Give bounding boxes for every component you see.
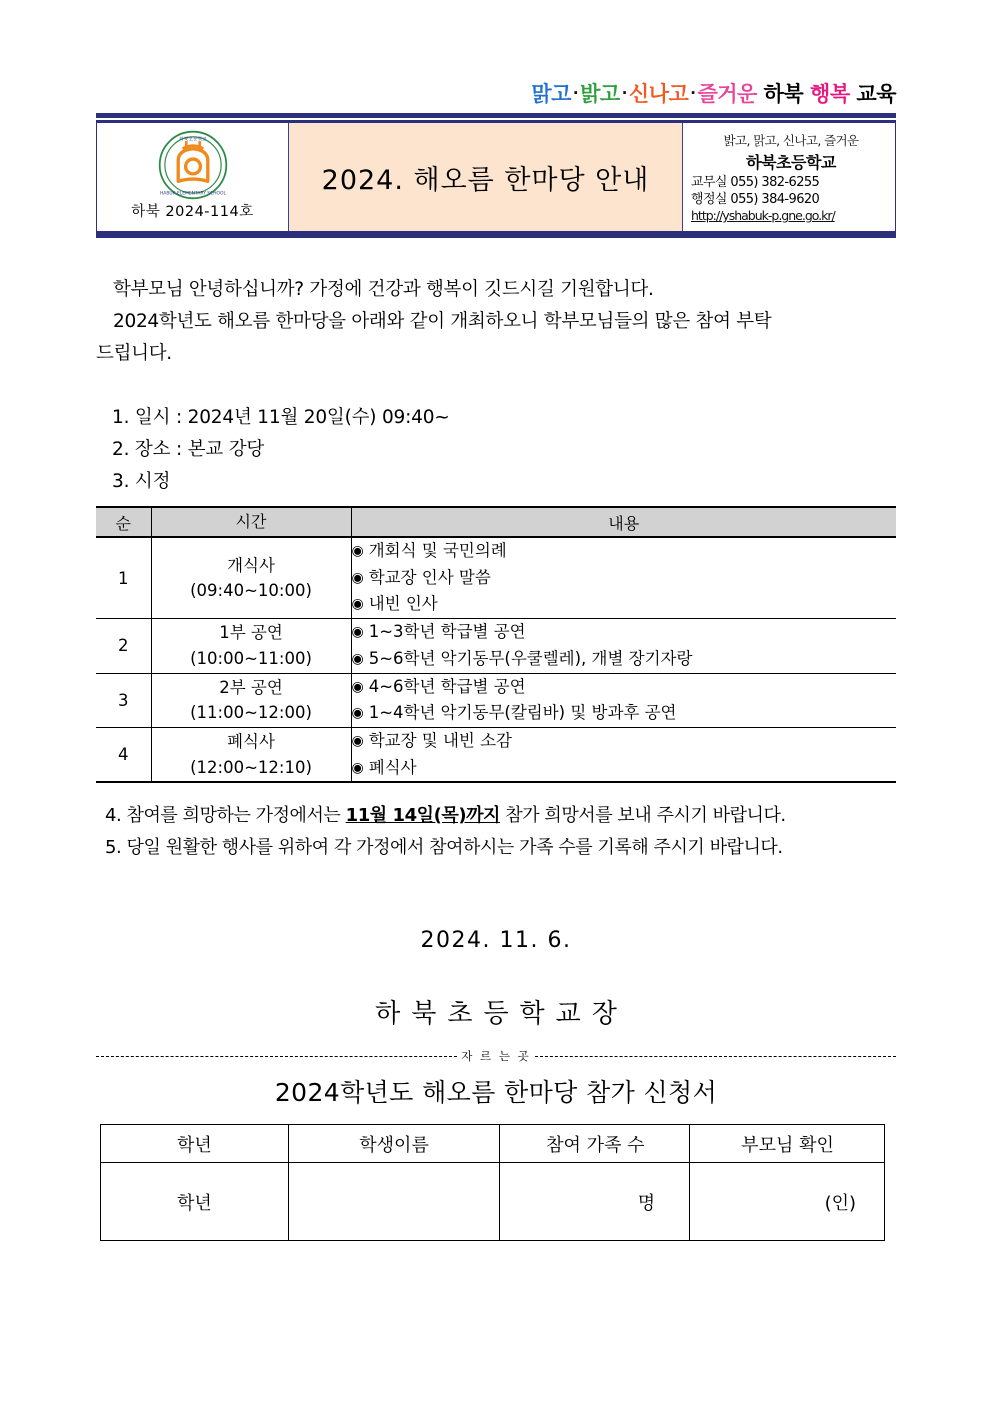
intro-paragraphs [96,274,896,369]
header-contact-cell [683,123,895,231]
slogan-word-4: 즐거운 [697,82,757,106]
header-slogan [531,78,896,108]
info-list [112,402,902,498]
application-col-family-count: 참여 가족 수 [500,1125,690,1163]
cut-dash-right [535,1056,896,1057]
office-phone: 교무실 055) 382-6255 [691,174,820,190]
svg-text:하북초등학교: 하북초등학교 [178,137,207,143]
schedule-row-title: 2부 공연 [219,677,283,697]
school-name: 하북초등학교 [746,152,836,172]
notes-list [105,800,905,865]
schedule-row-title: 1부 공연 [219,623,283,643]
schedule-row-content [351,673,896,727]
schedule-row-time [151,537,351,619]
slogan-tail-3: 교육 [856,82,896,106]
schedule-row-timerange: (10:00~11:00) [190,648,312,668]
schedule-row-no: 1 [96,537,151,619]
contact-tagline: 밝고, 맑고, 신나고, 즐거운 [723,132,859,148]
cut-line [96,1046,896,1066]
application-form-table [100,1124,885,1241]
slogan-separator-3: · [690,84,696,102]
schedule-row-content [351,537,896,619]
schedule-col-no: 순 [96,507,151,537]
header-title-cell [289,123,683,231]
schedule-content-item: 1~4학년 악기동무(칼림바) 및 방과후 공연 [368,703,677,723]
table-row [96,728,896,783]
note-item-5: 5. 당일 원활한 행사를 위하여 각 가정에서 참여하시는 가족 수를 기록해 주시기 바랍니다. [105,837,783,859]
bullet-icon: ◉ [351,543,364,559]
bullet-icon: ◉ [351,596,364,613]
parent-confirm-field[interactable]: (인) [690,1163,885,1241]
document-header [96,113,896,238]
schedule-content-item: 개회식 및 국민의례 [368,541,507,560]
application-header-row [101,1125,885,1163]
student-name-field[interactable] [288,1163,500,1241]
bullet-icon: ◉ [351,733,364,750]
application-col-parent-confirm: 부모님 확인 [690,1125,885,1163]
grade-field[interactable]: 학년 [101,1163,289,1241]
schedule-row-title: 폐식사 [227,732,275,752]
page-title: 2024. 해오름 한마당 안내 [321,164,650,196]
header-left-cell [97,123,289,231]
schedule-row-timerange: (11:00~12:00) [190,703,312,723]
table-row [96,673,896,727]
schedule-row-time [151,673,351,727]
note-item-4 [105,800,905,832]
school-website-link[interactable]: http://yshabuk-p.gne.go.kr/ [691,208,835,224]
schedule-content-item: 폐식사 [368,757,417,777]
slogan-separator-2: · [621,84,627,102]
slogan-word-3: 신나고 [628,82,689,106]
deadline-emphasis: 11월 14일(목)까지 [345,805,500,826]
schedule-row-time [151,728,351,783]
cut-dash-left [96,1056,457,1057]
note-4-pre: 4. 참여를 희망하는 가정에서는 [105,805,346,826]
school-emblem-icon [156,128,230,202]
bullet-icon: ◉ [351,705,364,722]
schedule-content-item: 학교장 인사 말씀 [368,567,491,587]
schedule-row-content [351,728,896,783]
schedule-row-title: 개식사 [227,555,275,575]
table-row [101,1163,885,1241]
bullet-icon: ◉ [351,759,364,776]
schedule-col-content: 내용 [351,507,896,537]
schedule-row-no: 4 [96,728,151,783]
schedule-row-no: 2 [96,619,151,673]
cut-line-label: 자 르 는 곳 [461,1049,531,1063]
schedule-row-content [351,619,896,673]
application-col-student-name: 학생이름 [288,1125,500,1163]
svg-text:HABUK ELEMENTARY SCHOOL: HABUK ELEMENTARY SCHOOL [159,191,226,197]
schedule-content-item: 1~3학년 학급별 공연 [368,622,526,642]
bullet-icon: ◉ [351,569,364,586]
schedule-content-item: 5~6학년 악기동무(우쿨렐레), 개별 장기자랑 [368,648,693,668]
table-row [96,619,896,673]
schedule-content-item: 학교장 및 내빈 소감 [368,731,512,751]
schedule-table [96,506,896,783]
admin-phone: 행정실 055) 384-9620 [691,192,820,207]
slogan-separator-1: · [572,84,579,102]
schedule-content-item: 내빈 인사 [368,594,438,614]
info-list-item-1: 1. 일시 : 2024년 11월 20일(수) 09:40~ [112,407,450,428]
issuing-authority: 하북초등학교장 [375,999,628,1029]
bullet-icon: ◉ [351,624,364,641]
table-row [96,537,896,619]
info-list-item-2: 2. 장소 : 본교 강당 [112,439,265,460]
application-form-title: 2024학년도 해오름 한마당 참가 신청서 [274,1078,718,1107]
schedule-row-time [151,619,351,673]
schedule-col-time: 시간 [151,507,351,537]
issue-date: 2024. 11. 6. [420,928,572,953]
header-bottom-bar [96,231,896,238]
family-count-field[interactable]: 명 [500,1163,690,1241]
slogan-tail-2: 행복 [810,82,850,106]
intro-line-2: 2024학년도 해오름 한마당을 아래와 같이 개최하오니 학부모님들의 많은 참여 부탁 [113,310,772,332]
slogan-word-1: 맑고 [531,82,571,106]
bullet-icon: ◉ [351,678,364,695]
header-top-bar-thick [96,113,896,118]
schedule-row-timerange: (09:40~10:00) [190,581,312,601]
intro-line-1: 학부모님 안녕하십니까? 가정에 건강과 행복이 깃드시길 기원합니다. [113,279,654,300]
schedule-row-timerange: (12:00~12:10) [190,757,312,777]
schedule-row-no: 3 [96,673,151,727]
document-number: 하북 2024-114호 [131,204,254,220]
slogan-tail-1: 하북 [763,82,804,106]
info-list-item-3: 3. 시정 [112,471,171,492]
note-4-post: 참가 희망서를 보내 주시기 바랍니다. [499,805,786,826]
intro-line-3: 드립니다. [96,342,172,364]
application-col-grade: 학년 [101,1125,289,1163]
slogan-word-2: 밝고 [580,82,620,106]
schedule-content-item: 4~6학년 학급별 공연 [368,676,526,696]
bullet-icon: ◉ [351,650,364,667]
schedule-header-row [96,507,896,537]
